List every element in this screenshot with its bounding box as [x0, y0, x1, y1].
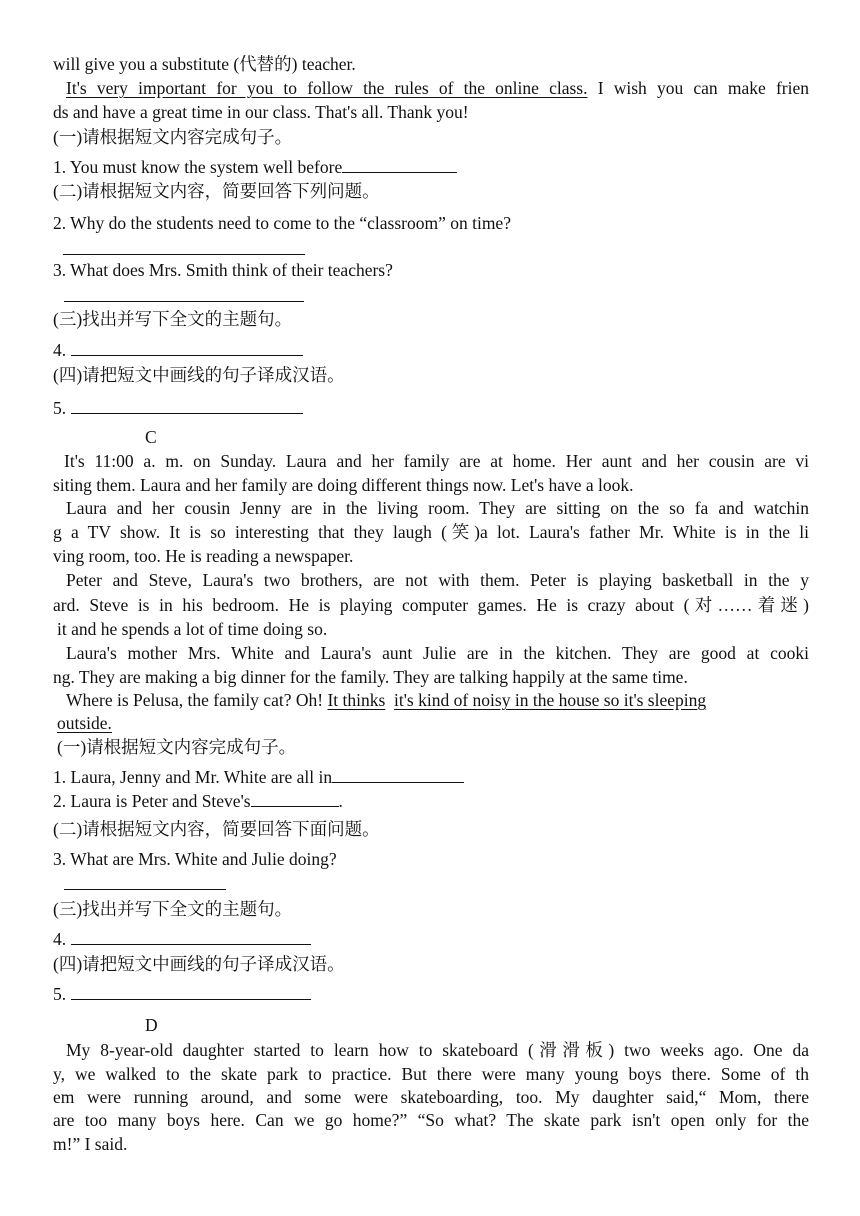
passage-d-text: My 8-year-old daughter started to learn how to skateboard (滑滑板) two weeks ago. One da: [66, 1040, 809, 1060]
question-c2: 2. Laura is Peter and Steve's .: [53, 791, 343, 811]
question-b1: 1. You must know the system well before: [53, 156, 457, 179]
section-heading-c3: (三)找出并写下全文的主题句。: [53, 899, 293, 919]
passage-c-text: Peter and Steve, Laura's two brothers, are not with them. Peter is playing basketball in the y: [66, 570, 809, 590]
passage-c-text: Laura and her cousin Jenny are in the living room. They are sitting on the so fa and watchin: [66, 498, 809, 518]
question-c1: 1. Laura, Jenny and Mr. White are all in: [53, 766, 464, 789]
passage-c-text: It's 11:00 a. m. on Sunday. Laura and her family are at home. Her aunt and her cousin are vi: [64, 451, 809, 471]
question-b5: 5.: [53, 397, 303, 420]
answer-line-b2[interactable]: [63, 254, 305, 255]
passage-d-text: are too many boys here. Can we go home?” “So what? The skate park isn't open only for the: [53, 1110, 809, 1130]
section-heading-c4: (四)请把短文中画线的句子译成汉语。: [53, 954, 345, 974]
passage-d-letter: D: [145, 1015, 158, 1035]
answer-blank[interactable]: [342, 157, 457, 173]
underlined-sentence: It's very important for you to follow the rules of the online class.: [66, 78, 588, 98]
answer-blank[interactable]: [71, 984, 311, 1000]
underlined-sentence: it's kind of noisy in the house so it's sleeping: [394, 690, 707, 710]
passage-c-text: g a TV show. It is so interesting that they laugh (笑)a lot. Laura's father Mr. White is in the li: [53, 522, 809, 542]
question-b3: 3. What does Mrs. Smith think of their teachers?: [53, 260, 393, 280]
passage-c-text: Laura's mother Mrs. White and Laura's aunt Julie are in the kitchen. They are good at cooki: [66, 643, 809, 663]
passage-d-text: em were running around, and some were skateboarding, too. My daughter said,“ Mom, there: [53, 1087, 809, 1107]
question-b4: 4.: [53, 339, 303, 362]
passage-c-text: Where is Pelusa, the family cat? Oh! It thinks it's kind of noisy in the house so it's sleeping: [66, 690, 707, 710]
underlined-sentence: outside.: [57, 713, 112, 733]
section-heading-c1: (一)请根据短文内容完成句子。: [57, 737, 297, 757]
answer-blank[interactable]: [332, 767, 464, 783]
section-heading-b2: (二)请根据短文内容，简要回答下列问题。: [53, 181, 380, 201]
answer-blank[interactable]: [71, 398, 303, 414]
section-heading-b3: (三)找出并写下全文的主题句。: [53, 309, 293, 329]
passage-c-text: ng. They are making a big dinner for the family. They are talking happily at the same time.: [53, 667, 688, 687]
section-heading-b1: (一)请根据短文内容完成句子。: [53, 127, 293, 147]
underlined-sentence: It thinks: [327, 690, 386, 710]
passage-c-text: ard. Steve is in his bedroom. He is playing computer games. He is crazy about (对……着迷): [53, 595, 809, 615]
passage-c-letter: C: [145, 427, 157, 447]
passage-b-line-2: It's very important for you to follow the rules of the online class. I wish you can make frien: [66, 78, 809, 98]
passage-c-text: [57, 712, 112, 735]
passage-d-text: y, we walked to the skate park to practice. But there were many young boys there. Some of th: [53, 1064, 809, 1084]
passage-b-line-1: will give you a substitute (代替的) teacher.: [53, 54, 356, 74]
question-b2: 2. Why do the students need to come to the “classroom” on time?: [53, 213, 511, 233]
answer-line-c3[interactable]: [64, 889, 226, 890]
passage-c-text: siting them. Laura and her family are doing different things now. Let's have a look.: [53, 475, 634, 495]
answer-line-b3[interactable]: [64, 301, 304, 302]
section-heading-b4: (四)请把短文中画线的句子译成汉语。: [53, 365, 345, 385]
passage-c-text: ving room, too. He is reading a newspaper.: [53, 546, 354, 566]
question-c4: 4.: [53, 928, 311, 951]
answer-blank[interactable]: [71, 340, 303, 356]
section-heading-c2: (二)请根据短文内容，简要回答下面问题。: [53, 819, 380, 839]
answer-blank[interactable]: [71, 929, 311, 945]
question-c5: 5.: [53, 983, 311, 1006]
passage-b-line-3: ds and have a great time in our class. That's all. Thank you!: [53, 102, 469, 122]
passage-d-text: m!” I said.: [53, 1134, 128, 1154]
passage-c-text: it and he spends a lot of time doing so.: [57, 619, 328, 639]
answer-blank[interactable]: [251, 791, 339, 807]
question-c3: 3. What are Mrs. White and Julie doing?: [53, 849, 337, 869]
